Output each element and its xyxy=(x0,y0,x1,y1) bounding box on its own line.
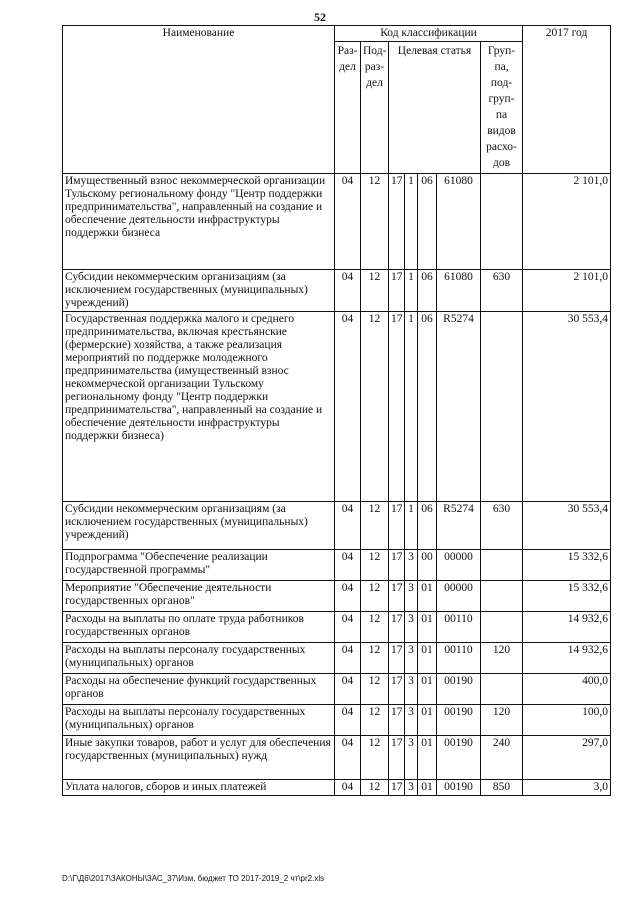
row-target-direction: R5274 xyxy=(437,502,481,550)
row-subsection-code: 12 xyxy=(361,705,389,736)
row-name: Субсидии некоммерческим организациям (за исключением государственных (муниципальных) учреждений) xyxy=(63,270,335,312)
row-target-measure: 01 xyxy=(418,581,437,612)
row-amount: 14 932,6 xyxy=(523,612,611,643)
row-target-direction: 61080 xyxy=(437,270,481,312)
row-target-direction: 00190 xyxy=(437,705,481,736)
row-expense-type: 630 xyxy=(481,502,523,550)
row-subsection-code: 12 xyxy=(361,674,389,705)
row-target-subprogram: 1 xyxy=(405,174,418,270)
row-amount: 2 101,0 xyxy=(523,270,611,312)
row-target-program: 17 xyxy=(389,550,405,581)
row-expense-type xyxy=(481,581,523,612)
row-name: Государственная поддержка малого и среднего предпринимательства, включая крестьянские (фермерские) хозяйства, а также реализация мероприятий по поддержке молодежного предпринимательства (имущественный взнос некоммерческой организации Тульскому региональному фонду "Центр поддержки предпринимательства", направленный на создание и обеспечение деятельности инфраструктуры поддержки бизнеса) xyxy=(63,312,335,502)
row-target-measure: 00 xyxy=(418,550,437,581)
row-subsection-code: 12 xyxy=(361,502,389,550)
row-expense-type xyxy=(481,612,523,643)
row-target-measure: 06 xyxy=(418,174,437,270)
row-amount: 400,0 xyxy=(523,674,611,705)
row-subsection-code: 12 xyxy=(361,174,389,270)
header-year: 2017 год xyxy=(523,26,611,174)
table-row xyxy=(63,270,611,312)
row-section-code: 04 xyxy=(335,705,361,736)
row-amount: 15 332,6 xyxy=(523,550,611,581)
row-expense-type xyxy=(481,312,523,502)
row-target-measure: 01 xyxy=(418,780,437,796)
row-target-program: 17 xyxy=(389,674,405,705)
row-target-subprogram: 3 xyxy=(405,612,418,643)
row-target-subprogram: 3 xyxy=(405,780,418,796)
row-target-subprogram: 3 xyxy=(405,736,418,780)
row-target-direction: R5274 xyxy=(437,312,481,502)
row-expense-type: 240 xyxy=(481,736,523,780)
row-name: Расходы на выплаты по оплате труда работников государственных органов xyxy=(63,612,335,643)
table-header xyxy=(63,26,611,174)
row-name: Расходы на выплаты персоналу государственных (муниципальных) органов xyxy=(63,643,335,674)
row-target-program: 17 xyxy=(389,502,405,550)
row-target-measure: 01 xyxy=(418,736,437,780)
table-row xyxy=(63,312,611,502)
row-name: Расходы на выплаты персоналу государственных (муниципальных) органов xyxy=(63,705,335,736)
row-target-direction: 61080 xyxy=(437,174,481,270)
row-target-measure: 01 xyxy=(418,674,437,705)
row-target-program: 17 xyxy=(389,312,405,502)
row-target-subprogram: 1 xyxy=(405,312,418,502)
table-row xyxy=(63,736,611,780)
row-target-measure: 06 xyxy=(418,502,437,550)
row-expense-type: 120 xyxy=(481,705,523,736)
table-row xyxy=(63,550,611,581)
table-row xyxy=(63,674,611,705)
row-target-direction: 00190 xyxy=(437,780,481,796)
row-name: Мероприятие "Обеспечение деятельности государственных органов" xyxy=(63,581,335,612)
row-target-measure: 01 xyxy=(418,643,437,674)
row-amount: 14 932,6 xyxy=(523,643,611,674)
row-target-program: 17 xyxy=(389,705,405,736)
table-row xyxy=(63,174,611,270)
header-expense-group: Груп- па, под- груп- па видов расхо- дов xyxy=(481,42,523,174)
row-subsection-code: 12 xyxy=(361,736,389,780)
row-target-program: 17 xyxy=(389,780,405,796)
row-target-subprogram: 3 xyxy=(405,643,418,674)
row-subsection-code: 12 xyxy=(361,581,389,612)
row-target-program: 17 xyxy=(389,643,405,674)
row-expense-type xyxy=(481,674,523,705)
table-row xyxy=(63,502,611,550)
row-section-code: 04 xyxy=(335,550,361,581)
row-target-program: 17 xyxy=(389,612,405,643)
row-target-program: 17 xyxy=(389,270,405,312)
row-name: Имущественный взнос некоммерческой организации Тульскому региональному фонду "Центр поддержки предпринимательства", направленный на создание и обеспечение деятельности инфраструктуры поддержки бизнеса xyxy=(63,174,335,270)
row-target-direction: 00000 xyxy=(437,550,481,581)
row-name: Подпрограмма "Обеспечение реализации государственной программы" xyxy=(63,550,335,581)
page-number: 52 xyxy=(314,10,326,24)
row-section-code: 04 xyxy=(335,643,361,674)
row-section-code: 04 xyxy=(335,581,361,612)
row-target-direction: 00000 xyxy=(437,581,481,612)
budget-table xyxy=(62,25,611,796)
header-target-article: Целевая статья xyxy=(389,42,481,174)
row-target-subprogram: 1 xyxy=(405,502,418,550)
row-amount: 3,0 xyxy=(523,780,611,796)
row-target-subprogram: 3 xyxy=(405,581,418,612)
row-section-code: 04 xyxy=(335,780,361,796)
row-section-code: 04 xyxy=(335,312,361,502)
row-expense-type: 850 xyxy=(481,780,523,796)
row-target-measure: 01 xyxy=(418,612,437,643)
row-subsection-code: 12 xyxy=(361,550,389,581)
row-subsection-code: 12 xyxy=(361,270,389,312)
row-target-program: 17 xyxy=(389,174,405,270)
header-name: Наименование xyxy=(63,26,335,174)
row-target-program: 17 xyxy=(389,581,405,612)
header-subsection: Под- раз- дел xyxy=(361,42,389,174)
row-name: Субсидии некоммерческим организациям (за исключением государственных (муниципальных) учреждений) xyxy=(63,502,335,550)
table-row xyxy=(63,643,611,674)
table-body xyxy=(63,174,611,796)
row-subsection-code: 12 xyxy=(361,643,389,674)
row-amount: 30 553,4 xyxy=(523,502,611,550)
row-target-measure: 01 xyxy=(418,705,437,736)
row-target-measure: 06 xyxy=(418,312,437,502)
row-target-subprogram: 1 xyxy=(405,270,418,312)
row-name: Уплата налогов, сборов и иных платежей xyxy=(63,780,335,796)
table-row xyxy=(63,612,611,643)
row-target-subprogram: 3 xyxy=(405,550,418,581)
row-name: Иные закупки товаров, работ и услуг для обеспечения государственных (муниципальных) нужд xyxy=(63,736,335,780)
row-section-code: 04 xyxy=(335,736,361,780)
file-path-footer: D:\Г\Д6\2017\ЗАКОНЫ\ЗАС_37\Изм. бюджет ТО 2017-2019_2 чт\pr2.xls xyxy=(62,874,325,883)
row-section-code: 04 xyxy=(335,270,361,312)
header-classification: Код классификации xyxy=(335,26,523,42)
row-amount: 30 553,4 xyxy=(523,312,611,502)
row-target-program: 17 xyxy=(389,736,405,780)
table-row xyxy=(63,780,611,796)
row-amount: 297,0 xyxy=(523,736,611,780)
row-target-direction: 00190 xyxy=(437,736,481,780)
row-target-subprogram: 3 xyxy=(405,674,418,705)
row-subsection-code: 12 xyxy=(361,780,389,796)
row-target-direction: 00190 xyxy=(437,674,481,705)
row-amount: 2 101,0 xyxy=(523,174,611,270)
row-target-direction: 00110 xyxy=(437,643,481,674)
row-subsection-code: 12 xyxy=(361,612,389,643)
row-expense-type xyxy=(481,174,523,270)
row-expense-type: 630 xyxy=(481,270,523,312)
row-target-direction: 00110 xyxy=(437,612,481,643)
row-section-code: 04 xyxy=(335,674,361,705)
row-amount: 15 332,6 xyxy=(523,581,611,612)
row-section-code: 04 xyxy=(335,502,361,550)
row-amount: 100,0 xyxy=(523,705,611,736)
table-row xyxy=(63,705,611,736)
header-section: Раз- дел xyxy=(335,42,361,174)
row-section-code: 04 xyxy=(335,174,361,270)
row-section-code: 04 xyxy=(335,612,361,643)
row-subsection-code: 12 xyxy=(361,312,389,502)
table-row xyxy=(63,581,611,612)
row-target-subprogram: 3 xyxy=(405,705,418,736)
row-target-measure: 06 xyxy=(418,270,437,312)
row-name: Расходы на обеспечение функций государственных органов xyxy=(63,674,335,705)
row-expense-type xyxy=(481,550,523,581)
row-expense-type: 120 xyxy=(481,643,523,674)
